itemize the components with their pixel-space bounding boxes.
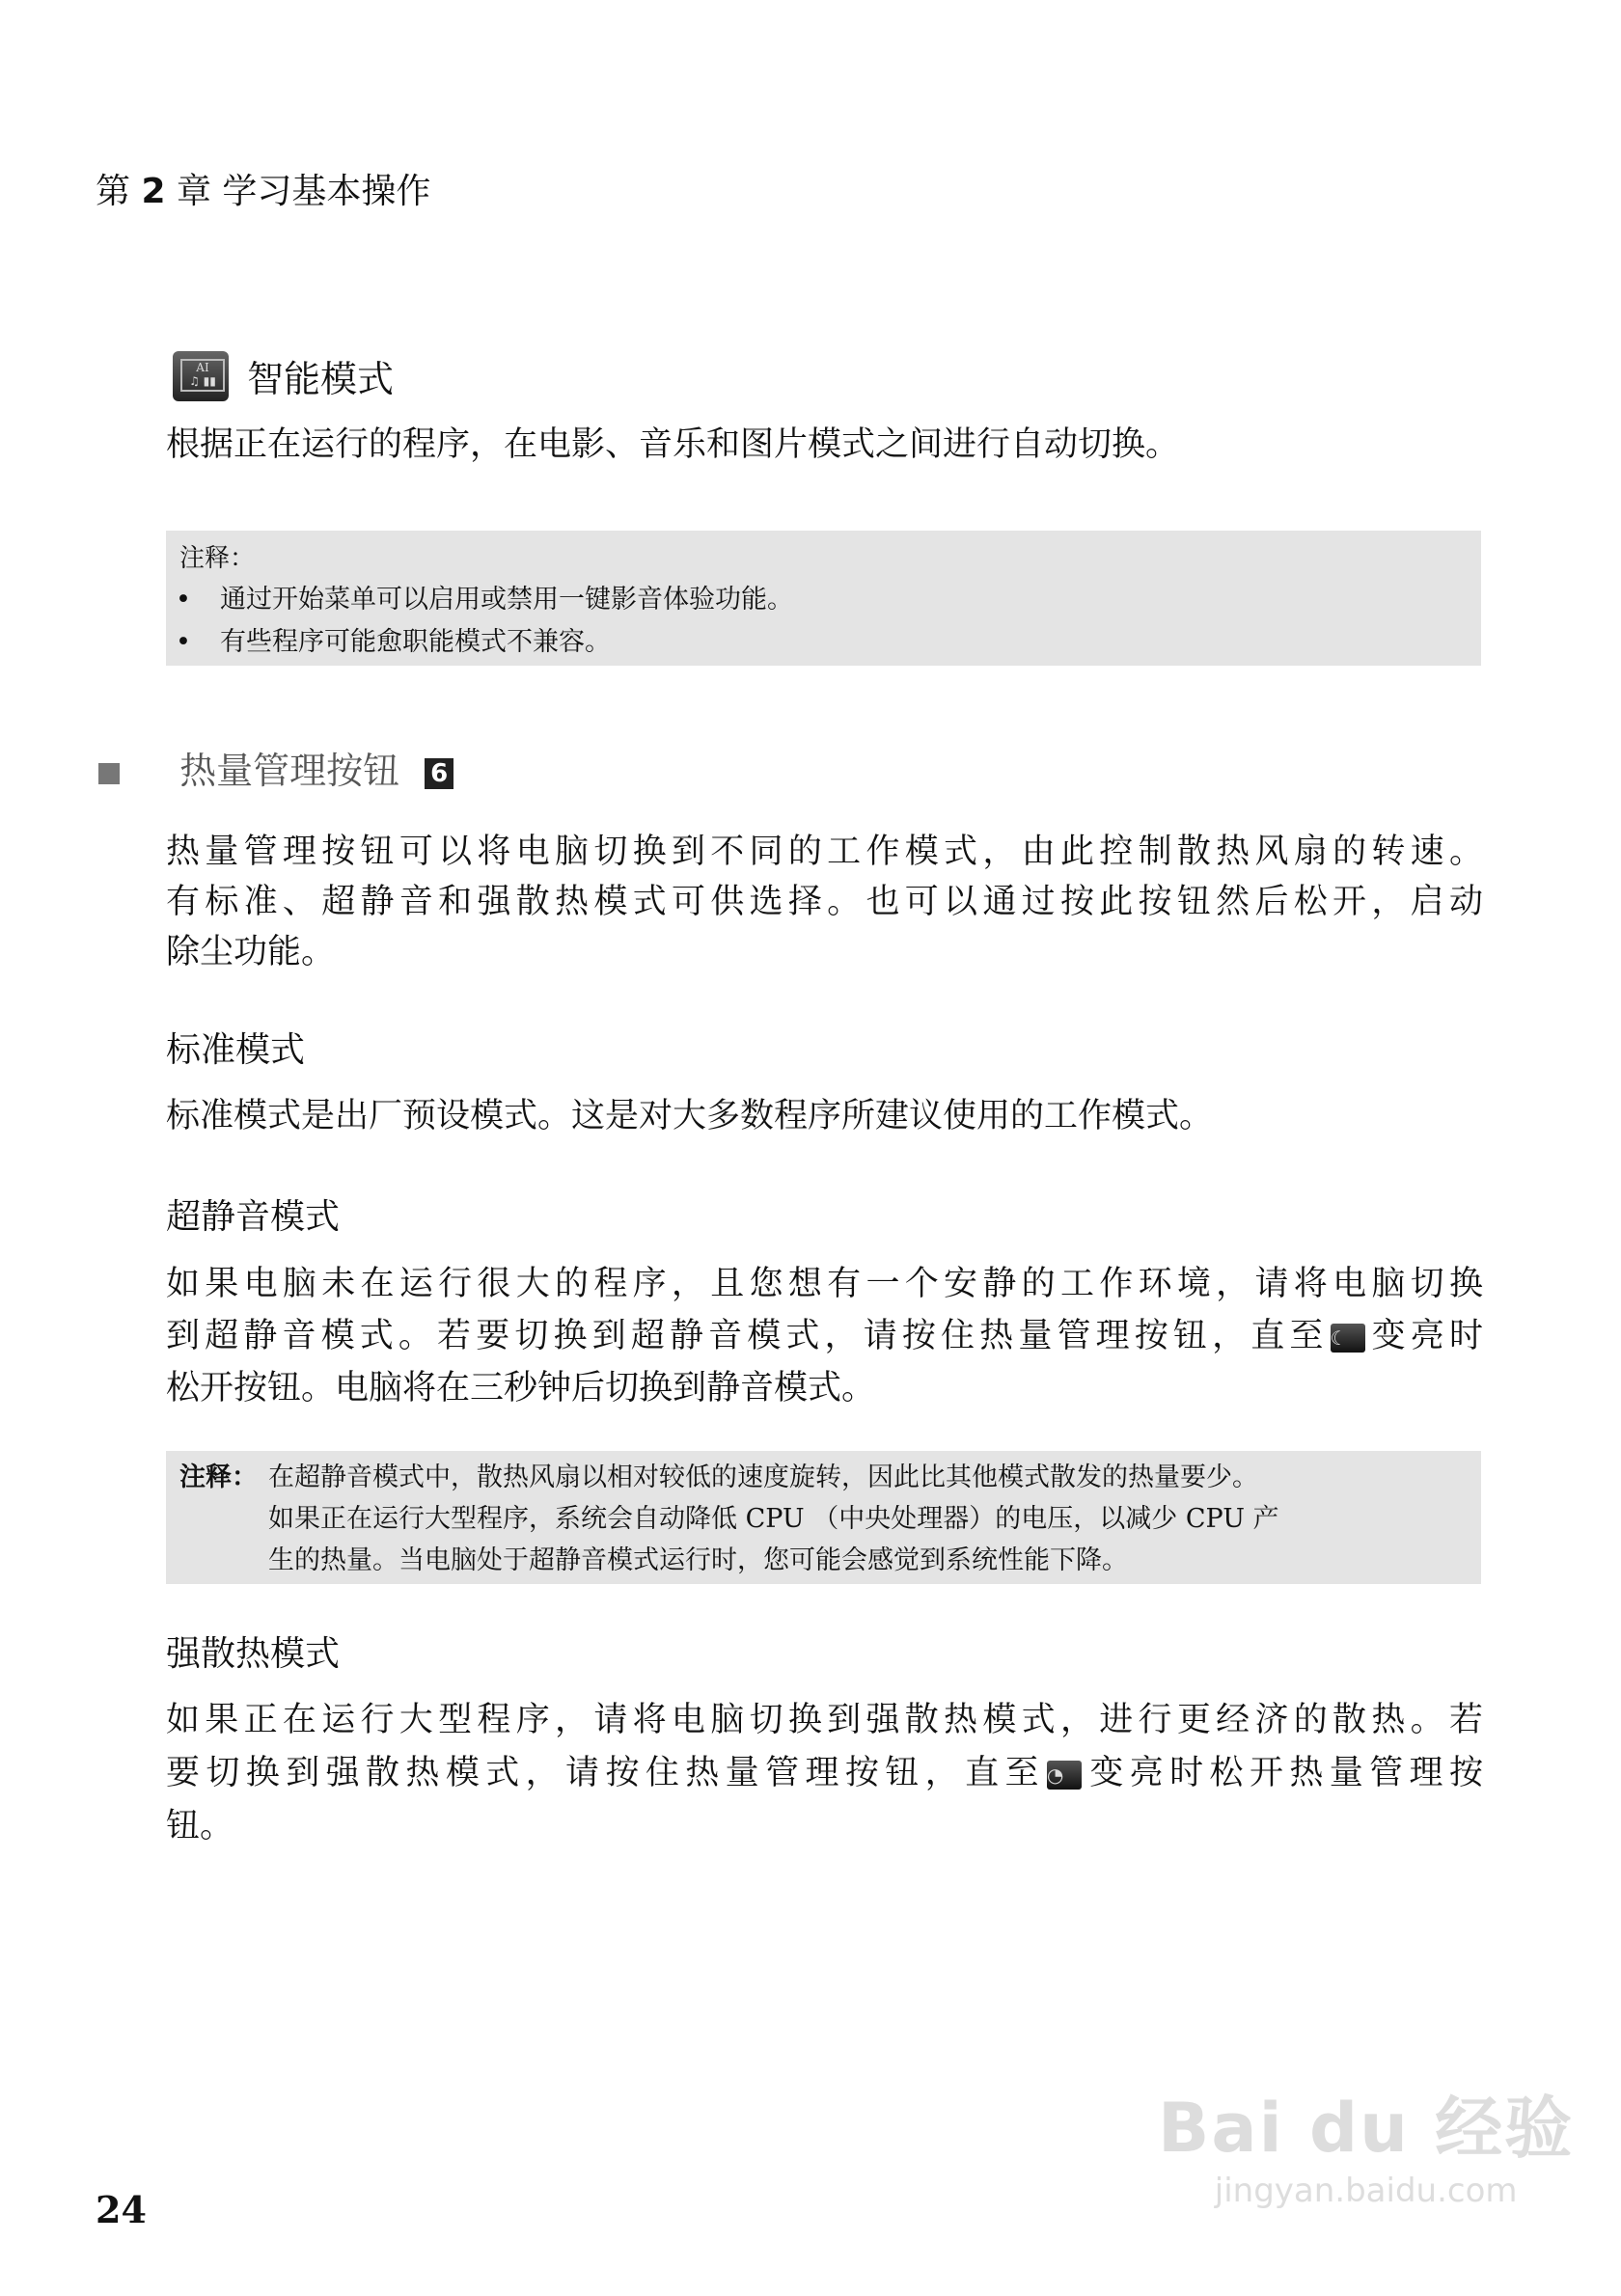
cooling-mode-text: [166, 1694, 1483, 1853]
t: 模式，请按住热量管理按钮，直至: [445, 1754, 1045, 1792]
text-line: [166, 1310, 1483, 1362]
t: 如果正在运行大型程序，请将电脑切换到: [166, 1701, 866, 1739]
speedometer-icon: ◔: [1047, 1761, 1082, 1790]
bold-term: 强散热: [865, 1701, 983, 1739]
t: 要切换到: [166, 1754, 326, 1792]
t: 变亮时松开热量管理按: [1083, 1754, 1483, 1792]
standard-mode-title: 标准模式: [166, 1030, 306, 1070]
text-line: 如果电脑未在运行很大的程序，且您想有一个安静的工作环境，请将电脑切换: [166, 1265, 1483, 1303]
text-line: [166, 877, 1483, 927]
text-line: 如果正在运行大型程序，系统会自动降低 CPU （中央处理器）的电压，以减少 CPU 产: [268, 1504, 1279, 1534]
standard-mode-text: 标准模式是出厂预设模式。这是对大多数程序所建议使用的工作模式。: [166, 1097, 1214, 1135]
bold-term: 强散热: [477, 883, 594, 921]
baidu-watermark: [1158, 2074, 1574, 2210]
watermark-brand: Bai du 经验: [1158, 2089, 1575, 2168]
text-line: 钮。: [166, 1807, 234, 1845]
note-label: 注释：: [179, 1462, 258, 1492]
t: 变亮时: [1366, 1317, 1483, 1355]
section-title: 热量管理按钮: [179, 750, 400, 792]
t: 在超静音模式中，散热风扇以相对较低的速度旋转，因此比其他模式散发的热量要少。: [268, 1462, 1258, 1492]
t: 和: [438, 883, 478, 921]
text-line: 生的热量。当电脑处于超静音模式运行时，您可能会感觉到系统性能下降。: [268, 1545, 1128, 1575]
note-label: 注释：: [179, 544, 256, 573]
bold-term: 标准: [205, 883, 283, 921]
quiet-mode-title: 超静音模式: [166, 1197, 341, 1237]
watermark-url: jingyan.baidu.com: [1214, 2172, 1518, 2210]
note-item-text: 有些程序可能愈职能模式不兼容。: [220, 627, 611, 657]
square-bullet-icon: [98, 763, 120, 784]
text-line: [179, 1457, 1279, 1498]
note-box: [166, 1451, 1481, 1584]
bold-term: 强散热: [325, 1754, 446, 1792]
note-box: [166, 531, 1481, 666]
text-line: [166, 1747, 1483, 1800]
text-line: 热量管理按钮可以将电脑切换到不同的工作模式，由此控制散热风扇的转速。: [166, 833, 1483, 871]
t: 有: [166, 883, 206, 921]
callout-badge: 6: [425, 758, 453, 789]
cooling-mode-title: 强散热模式: [166, 1634, 341, 1674]
note-item-text: 通过开始菜单可以启用或禁用一键影音体验功能。: [220, 585, 793, 615]
t: 模式可供选择。也可以通过按此按钮然后松开，启动: [593, 883, 1483, 921]
bold-term: 超静音: [321, 883, 439, 921]
text-line: [166, 1694, 1483, 1747]
smart-mode-title: 智能模式: [247, 358, 395, 400]
chapter-number: 2: [141, 172, 166, 211]
chapter-title: 章 学习基本操作: [176, 172, 431, 211]
t: 模式，进行更经济的散热。若: [982, 1701, 1483, 1739]
chapter-header: [96, 164, 430, 213]
text-line: 松开按钮。电脑将在三秒钟后切换到静音模式。: [166, 1369, 876, 1408]
section-heading: [98, 741, 453, 794]
quiet-mode-text: [166, 1258, 1483, 1414]
moon-icon: ☾: [1331, 1324, 1365, 1353]
note-item: • 通过开始菜单可以启用或禁用一键影音体验功能。: [176, 585, 793, 615]
t: 、: [282, 883, 322, 921]
page-number: 24: [96, 2188, 147, 2231]
smart-mode-text: 根据正在运行的程序，在电影、音乐和图片模式之间进行自动切换。: [166, 425, 1180, 464]
t: 到超静音模式。若要切换到超静音模式，请按住热量管理按钮，直至: [166, 1317, 1329, 1355]
text-line: 除尘功能。: [166, 933, 336, 971]
thermal-intro: [166, 827, 1483, 977]
note-item: • 有些程序可能愈职能模式不兼容。: [176, 627, 611, 657]
ai-mode-icon: AI ♫ ▮▮: [173, 351, 229, 401]
chapter-prefix: 第: [96, 172, 131, 211]
